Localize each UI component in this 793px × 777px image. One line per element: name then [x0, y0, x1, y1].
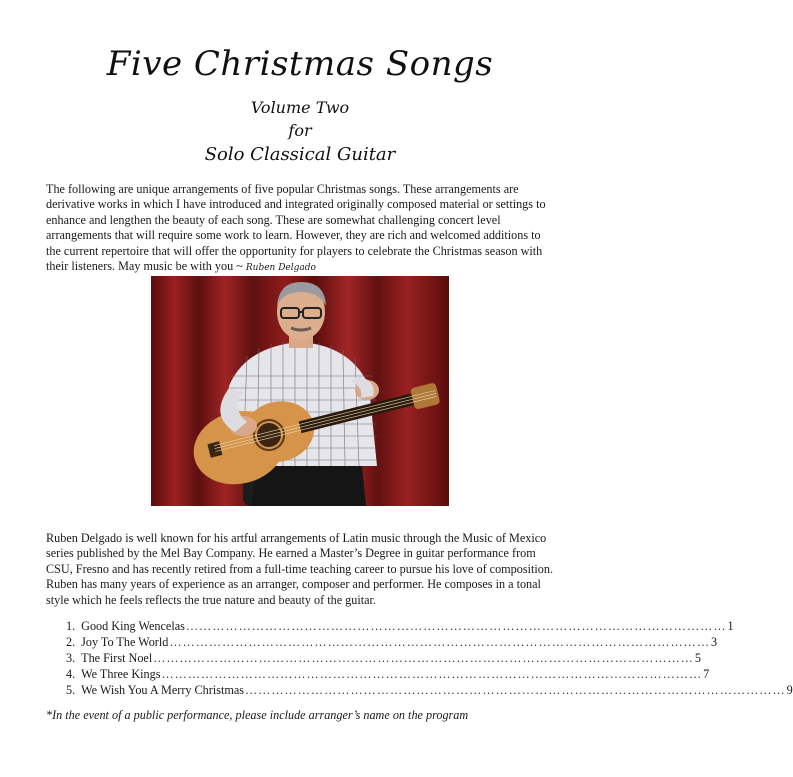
toc-item[interactable]	[66, 619, 734, 635]
table-of-contents	[66, 619, 793, 699]
guitarist-illustration	[151, 276, 449, 506]
toc-page: 1	[727, 619, 734, 633]
toc-number: 4.	[66, 667, 76, 681]
toc-page: 7	[703, 667, 710, 681]
toc-item[interactable]	[66, 635, 718, 651]
toc-title: Joy To The World	[81, 635, 169, 649]
toc-number: 3.	[66, 651, 76, 665]
toc-leader: ……………………………………………………………………………………………………………	[153, 651, 694, 665]
toc-leader: ……………………………………………………………………………………………………………	[185, 619, 727, 633]
toc-number: 2.	[66, 635, 76, 649]
intro-text: The following are unique arrangements of five popular Christmas songs. These arrangements are derivative works in which I have introduced and integrated originally composed material or settings to enhance and lengthen the beauty of each song. These are somewhat challenging concert level arrangements that will require some work to learn. However, they are rich and welcomed additions to the current repertoire that will offer the opportunity for players to celebrate the Christmas season with their listeners. May music be with you ~	[46, 182, 546, 274]
toc-number: 5.	[66, 683, 76, 697]
performance-note: *In the event of a public performance, please include arranger’s name on the program	[46, 708, 469, 722]
intro-signature: Ruben Delgado	[245, 263, 316, 274]
toc-number: 1.	[66, 619, 76, 633]
toc-item[interactable]	[66, 651, 702, 667]
toc-title: Good King Wencelas	[81, 619, 185, 633]
for-subtitle: for	[288, 121, 312, 140]
toc-title: The First Noel	[81, 651, 153, 665]
toc-title: We Wish You A Merry Christmas	[81, 683, 244, 697]
toc-leader: ……………………………………………………………………………………………………………	[161, 667, 703, 681]
intro-paragraph	[46, 182, 558, 276]
toc-item[interactable]	[66, 667, 710, 683]
toc-item[interactable]	[66, 683, 793, 699]
toc-leader: ……………………………………………………………………………………………………………	[169, 635, 711, 649]
toc-page: 5	[694, 651, 702, 665]
bio-paragraph: Ruben Delgado is well known for his artful arrangements of Latin music through the Music of Mexico series published by the Mel Bay Company. He earned a Master’s Degree in guitar performance from CSU, Fresno and has recently retired from a full-time teaching career to pursue his love of composition. Ruben has many years of experience as an arranger, composer and performer. He composes in a tonal style which he feels reflects the true nature and beauty of the guitar.	[46, 531, 553, 607]
toc-title: We Three Kings	[81, 667, 161, 681]
toc-page: 9	[786, 683, 793, 697]
document-title: Five Christmas Songs	[106, 44, 494, 84]
toc-leader: ……………………………………………………………………………………………………………	[244, 683, 786, 697]
volume-subtitle: Volume Two	[250, 98, 350, 117]
guitarist-photo	[151, 276, 449, 506]
toc-page: 3	[711, 635, 718, 649]
instrument-subtitle: Solo Classical Guitar	[204, 144, 396, 165]
